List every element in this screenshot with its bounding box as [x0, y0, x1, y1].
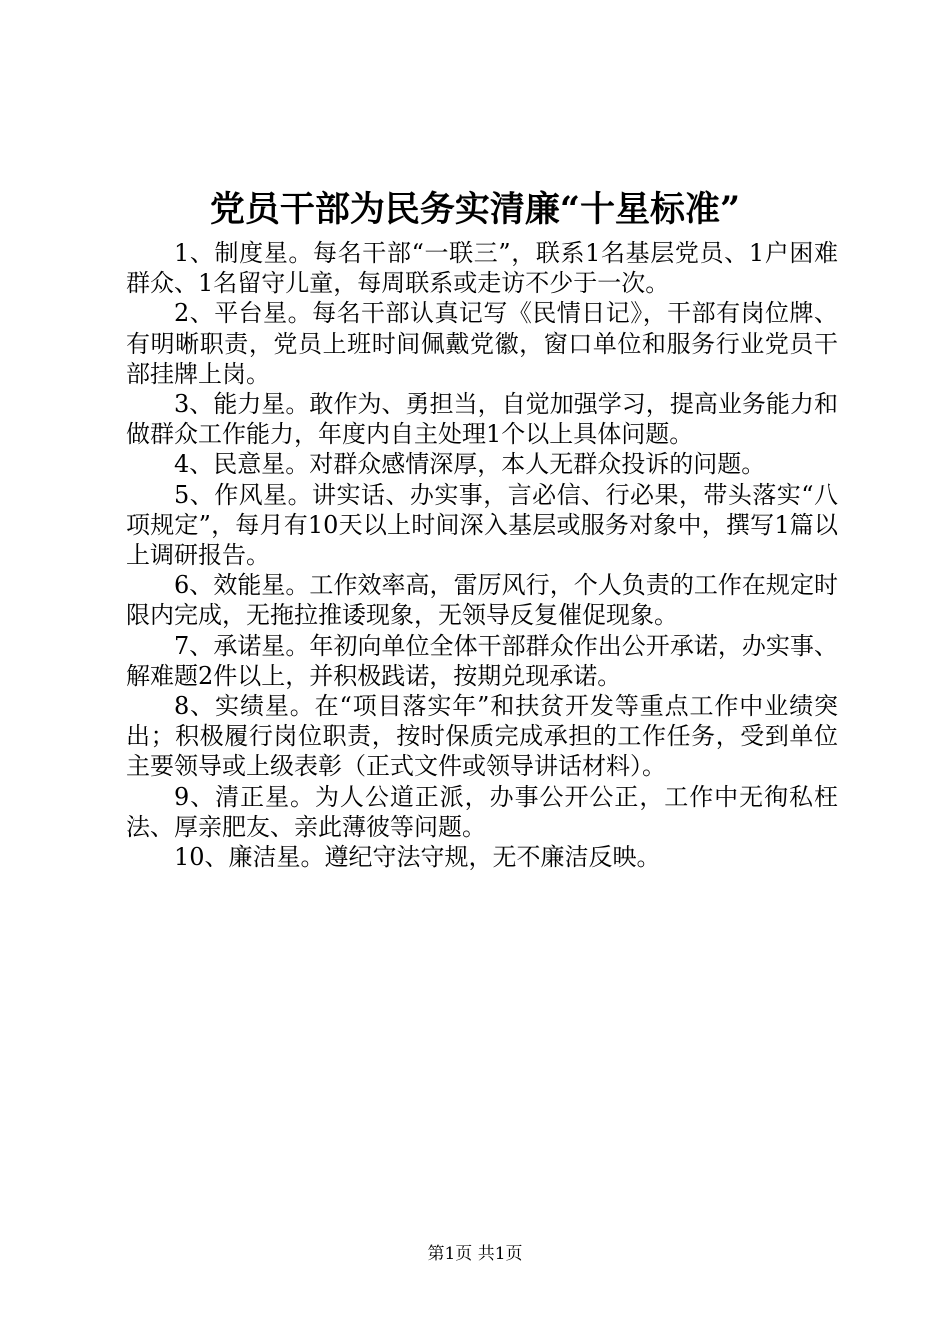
- paragraph-1: 1、制度星。每名干部“一联三”，联系1名基层党员、1户困难群众、1名留守儿童，每周联系或走访不少于一次。: [126, 239, 838, 298]
- document-body: [126, 238, 838, 872]
- paragraph-2: 2、平台星。每名干部认真记写《民情日记》，干部有岗位牌、有明晰职责，党员上班时间佩戴党徽，窗口单位和服务行业党员干部挂牌上岗。: [126, 299, 838, 388]
- paragraph-4: 4、民意星。对群众感情深厚，本人无群众投诉的问题。: [174, 450, 766, 479]
- paragraph-7: 7、承诺星。年初向单位全体干部群众作出公开承诺，办实事、解难题2件以上，并积极践诺，按期兑现承诺。: [126, 631, 838, 690]
- page-number-footer: 第1页 共1页: [427, 1244, 523, 1264]
- paragraph-6: 6、效能星。工作效率高，雷厉风行，个人负责的工作在规定时限内完成，无拖拉推诿现象，无领导反复催促现象。: [126, 571, 838, 630]
- paragraph-9: 9、清正星。为人公道正派，办事公开公正，工作中无徇私枉法、厚亲肥友、亲此薄彼等问题。: [126, 782, 838, 841]
- paragraph-5: 5、作风星。讲实话、办实事，言必信、行必果，带头落实“八项规定”，每月有10天以上时间深入基层或服务对象中，撰写1篇以上调研报告。: [126, 480, 838, 570]
- document-title: 党员干部为民务实清廉“十星标准”: [209, 189, 741, 230]
- paragraph-3: 3、能力星。敢作为、勇担当，自觉加强学习，提高业务能力和做群众工作能力，年度内自主处理1个以上具体问题。: [126, 390, 838, 449]
- paragraph-8: 8、实绩星。在“项目落实年”和扶贫开发等重点工作中业绩突出；积极履行岗位职责，按时保质完成承担的工作任务，受到单位主要领导或上级表彰（正式文件或领导讲话材料）。: [126, 692, 838, 781]
- paragraph-10: 10、廉洁星。遵纪守法守规，无不廉洁反映。: [174, 843, 661, 872]
